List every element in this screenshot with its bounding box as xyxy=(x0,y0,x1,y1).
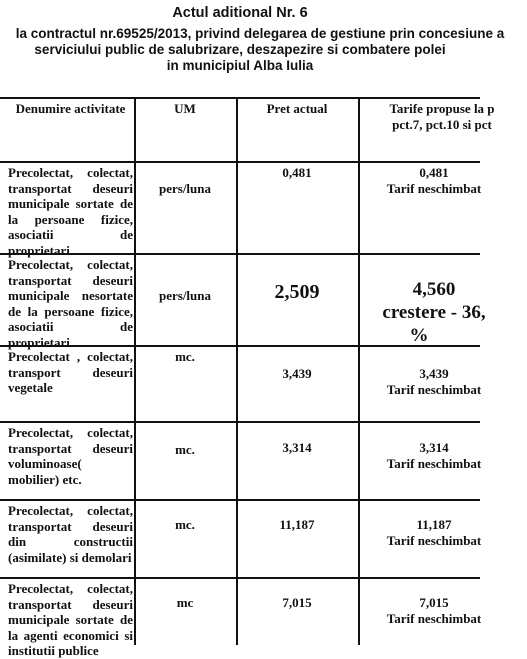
table-row-um: pers/luna xyxy=(158,181,211,196)
table-row-price: 11,187 xyxy=(279,517,315,532)
subtitle-line-3: in municipiul Alba Iulia xyxy=(166,58,314,73)
proposed-value: 0,481 xyxy=(419,165,449,180)
header-activity: Denumire activitate xyxy=(15,101,126,116)
table-row-um: mc. xyxy=(175,442,195,457)
table-row-price: 7,015 xyxy=(282,595,312,610)
proposed-value: 11,187 xyxy=(416,517,452,532)
table-row-proposed xyxy=(354,595,514,626)
table-row-proposed xyxy=(354,278,514,347)
table-row-activity: Precolectat, colectat, transportat deseuri voluminoase( mobilier) etc. xyxy=(8,425,133,487)
table-rule xyxy=(0,577,480,579)
table-row-um: mc. xyxy=(175,349,195,364)
proposed-note: Tarif neschimbat xyxy=(386,381,482,397)
proposed-note: Tarif neschimbat xyxy=(386,180,482,196)
table-row-activity: Precolectat, colectat, transportat deseuri municipale sortate de la agenti economici si institutii publice xyxy=(8,581,133,658)
table-row-activity: Precolectat, colectat, transportat deseuri municipale sortate de la persoane fizice, asociatii de proprietari xyxy=(8,165,133,258)
table-row-price: 3,314 xyxy=(282,440,312,455)
subtitle-line-1: la contractul nr.69525/2013, privind delegarea de gestiune prin concesiune a xyxy=(15,26,505,41)
proposed-value: 4,560 xyxy=(412,279,456,300)
header-proposed-line1: Tarife propuse la p xyxy=(389,101,495,116)
table-row-um: pers/luna xyxy=(158,288,211,303)
header-proposed-line2: pct.7, pct.10 si pct xyxy=(392,116,492,132)
table-rule xyxy=(0,161,480,163)
table-row-proposed xyxy=(354,165,514,196)
proposed-value: 3,314 xyxy=(419,440,449,455)
table-rule xyxy=(0,499,480,501)
table-row-proposed xyxy=(354,517,514,548)
proposed-note: crestere - 36, xyxy=(382,302,486,323)
proposed-note: Tarif neschimbat xyxy=(386,455,482,471)
proposed-note: Tarif neschimbat xyxy=(386,532,482,548)
table-row-um: mc. xyxy=(175,517,195,532)
table-rule xyxy=(0,253,480,255)
table-row-um: mc xyxy=(176,595,194,610)
header-current-price: Pret actual xyxy=(266,101,328,116)
proposed-value: 7,015 xyxy=(419,595,449,610)
table-row-proposed xyxy=(354,366,514,397)
table-row-proposed xyxy=(354,440,514,471)
table-rule xyxy=(0,97,480,99)
subtitle-line-2: serviciului public de salubrizare, deszapezire si combatere polei xyxy=(34,42,446,57)
table-row-activity: Precolectat, colectat, transportat deseuri municipale nesortate de la persoane fizice, asociatii de proprietari xyxy=(8,257,133,350)
proposed-note-percent: % xyxy=(409,325,429,346)
table-rule xyxy=(0,421,480,423)
table-row-activity: Precolectat , colectat, transport deseuri vegetale xyxy=(8,349,133,395)
table-row-price: 0,481 xyxy=(282,165,312,180)
column-rule xyxy=(134,97,136,645)
proposed-note: Tarif neschimbat xyxy=(386,610,482,626)
table-row-price: 2,509 xyxy=(274,281,320,303)
table-row-activity: Precolectat, colectat, transportat deseuri din constructii (asimilate) si demolari xyxy=(8,503,133,565)
header-proposed xyxy=(357,101,527,132)
header-um: UM xyxy=(174,101,196,116)
proposed-value: 3,439 xyxy=(419,366,449,381)
table-row-price: 3,439 xyxy=(282,366,312,381)
document-title: Actul aditional Nr. 6 xyxy=(172,5,308,21)
